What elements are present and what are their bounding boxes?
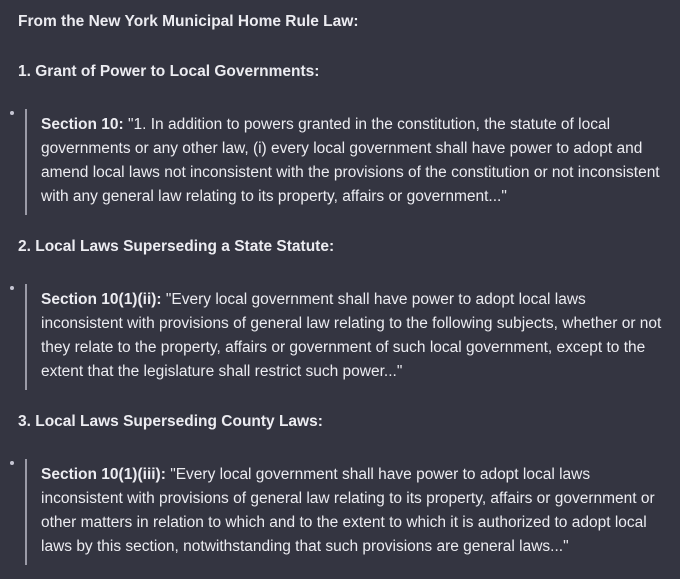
section-1 <box>18 60 662 215</box>
section-2 <box>18 235 662 390</box>
intro-heading: From the New York Municipal Home Rule Law: <box>18 13 359 30</box>
blockquote <box>25 284 662 390</box>
section-3 <box>18 410 662 565</box>
quote-label: Section 10(1)(ii): <box>41 291 162 308</box>
quote-text: "Every local government shall have power to adopt local laws inconsistent with provisions of general law relating to its property, affairs or government or other matters in relation to which and to the extent to which it is authorized to adopt local laws by this section, notwithstanding that such provisions are general laws..." <box>41 466 655 555</box>
blockquote <box>25 109 662 215</box>
section-heading: 3. Local Laws Superseding County Laws: <box>18 413 323 430</box>
section-heading: 1. Grant of Power to Local Governments: <box>18 63 320 80</box>
quote-text: "1. In addition to powers granted in the constitution, the statute of local governments or any other law, (i) every local government shall have power to adopt and amend local laws not inconsistent with the provisions of the constitution or not inconsistent with any general law relating to its property, affairs or government..." <box>41 116 660 205</box>
quote-label: Section 10(1)(iii): <box>41 466 166 483</box>
blockquote <box>25 459 662 565</box>
quote-label: Section 10: <box>41 116 124 133</box>
list-item <box>18 459 662 565</box>
bullet-icon <box>10 461 14 465</box>
quote-text: "Every local government shall have power to adopt local laws inconsistent with provisions of general law relating to the following subjects, whether or not they relate to the property, affairs or government of such local government, except to the extent that the legislature shall restrict such power..." <box>41 291 662 380</box>
list-item <box>18 284 662 390</box>
section-heading: 2. Local Laws Superseding a State Statute: <box>18 238 335 255</box>
list-item <box>18 109 662 215</box>
bullet-icon <box>10 111 14 115</box>
bullet-icon <box>10 286 14 290</box>
